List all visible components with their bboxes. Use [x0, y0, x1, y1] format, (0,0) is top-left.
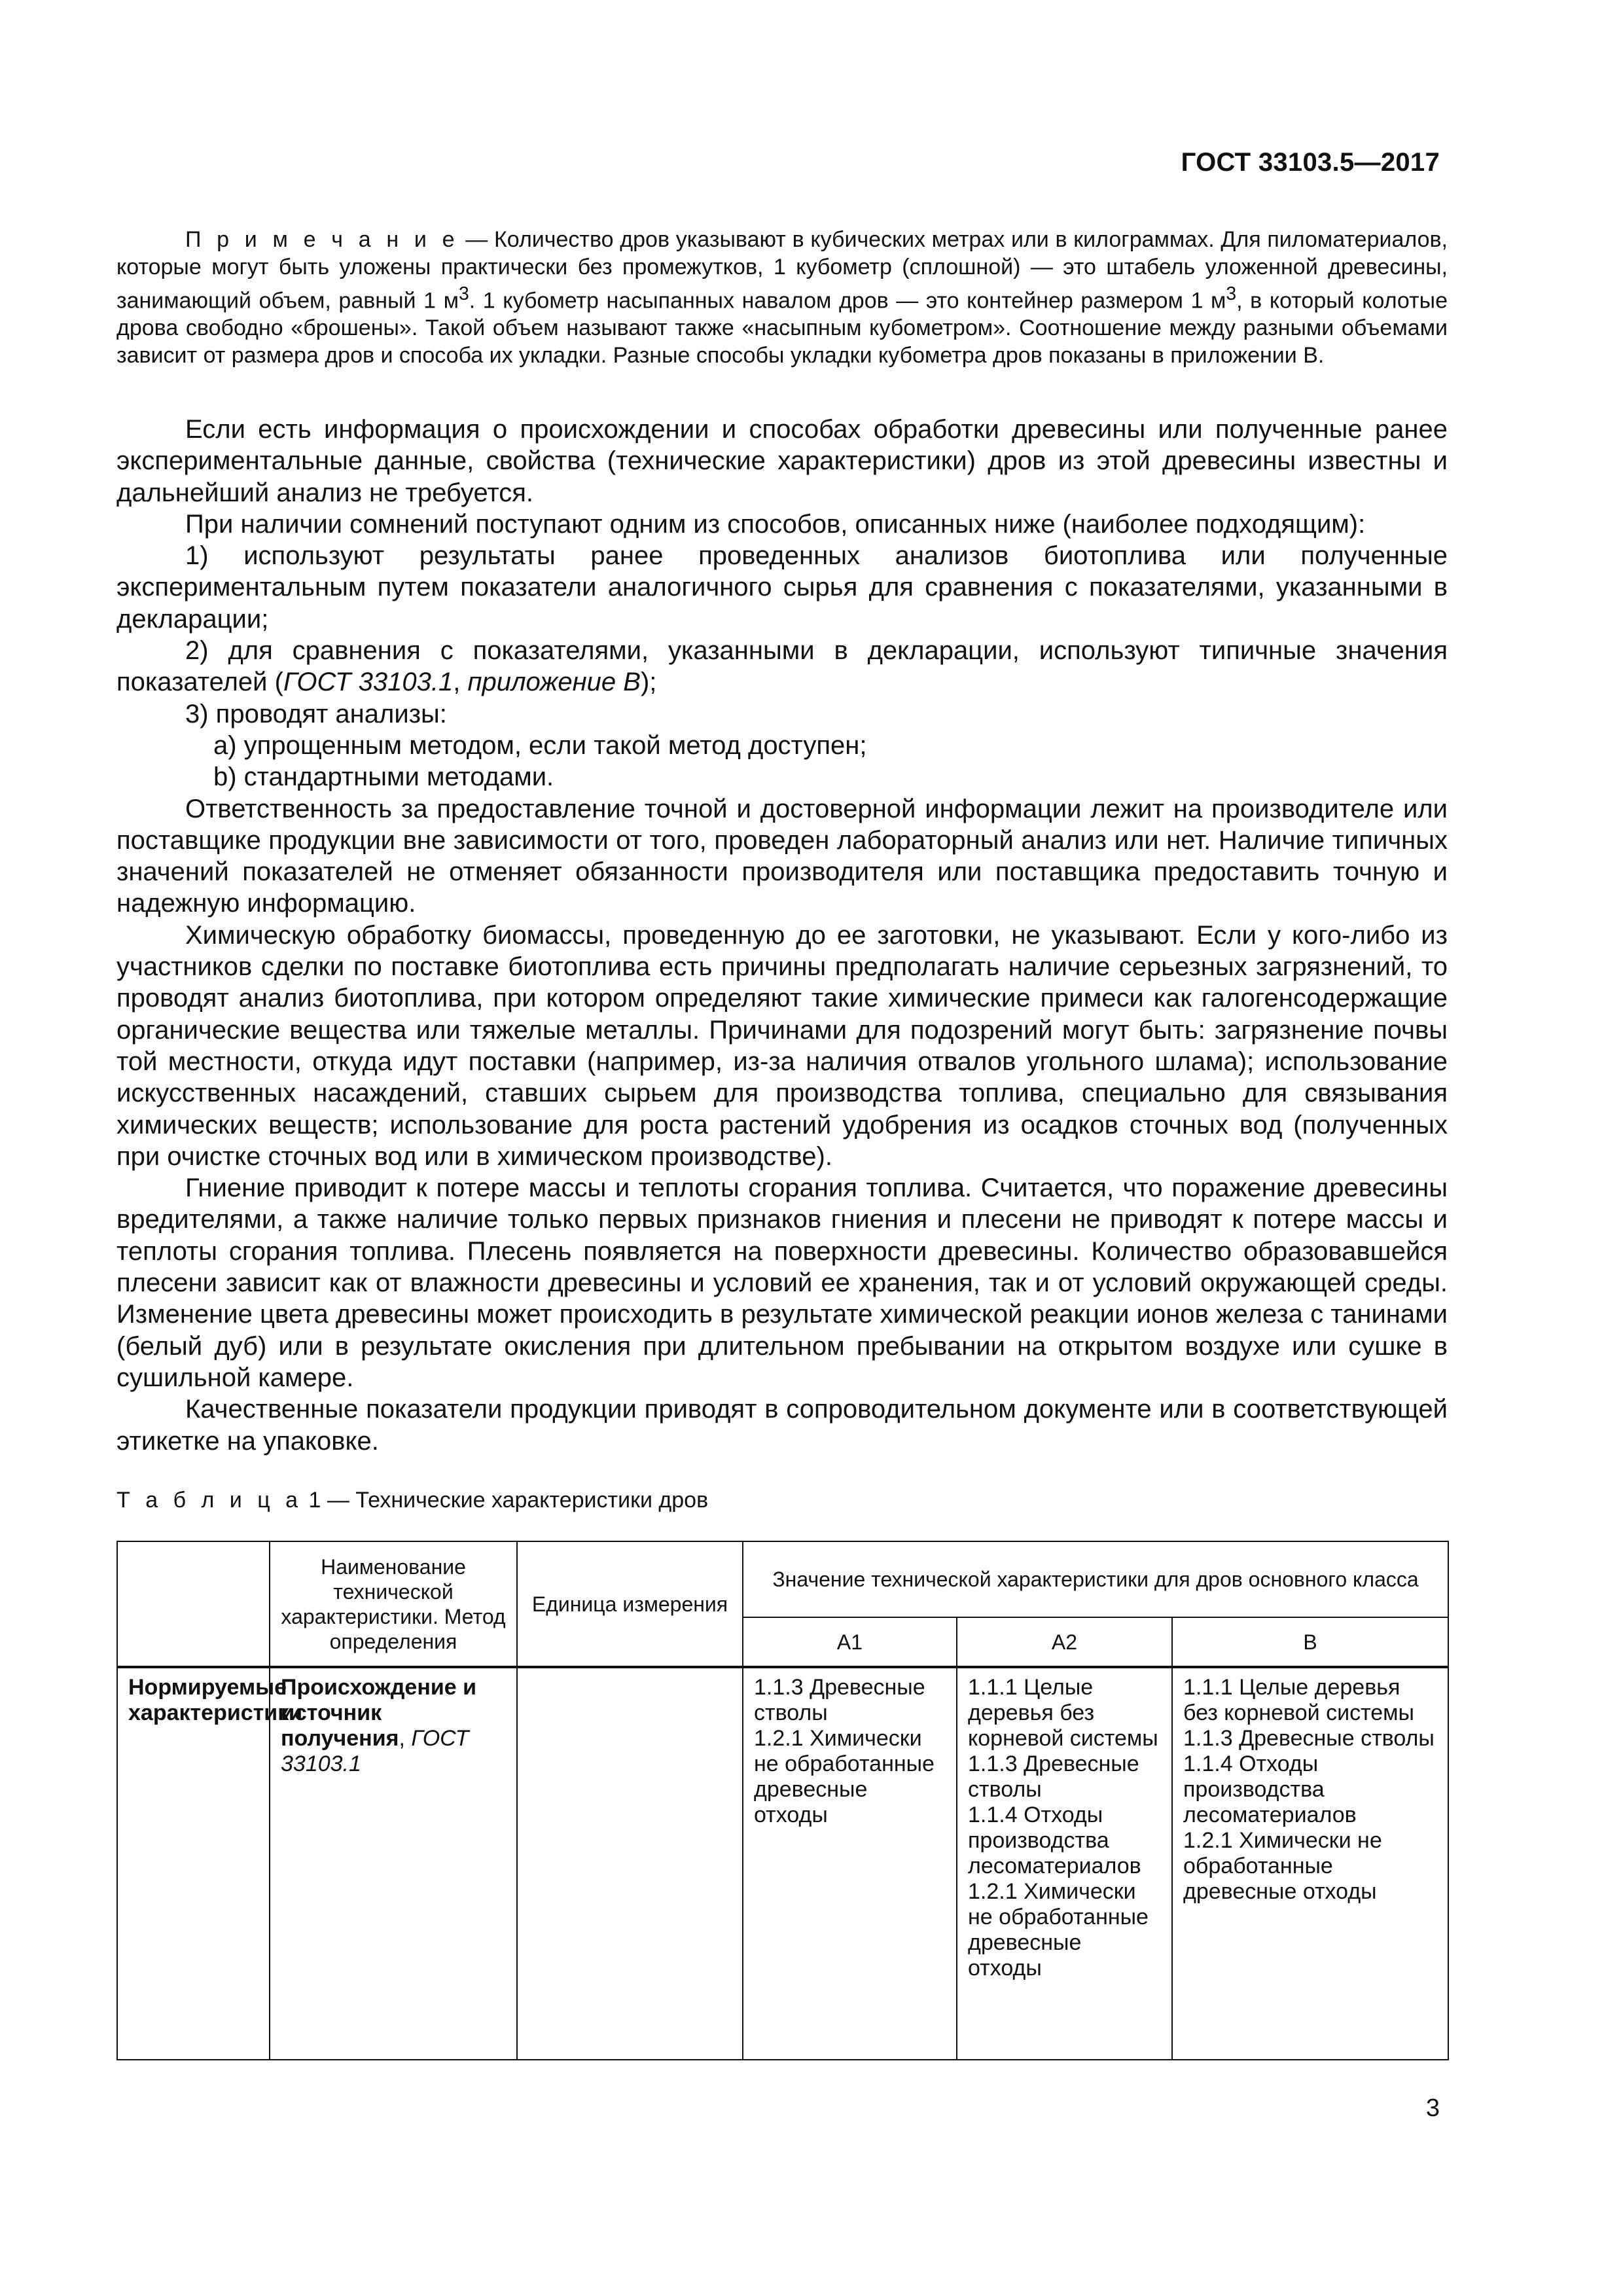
table-caption-text: 1 — Технические характеристики дров [308, 1488, 709, 1513]
header-cell-group [117, 1541, 270, 1667]
note-sup-1: 3 [459, 283, 469, 305]
list-item-2-text-c: ); [640, 668, 657, 697]
cell-unit [517, 1667, 743, 2060]
page-number: 3 [1425, 2094, 1440, 2122]
header-cell-a2: А2 [957, 1617, 1172, 1667]
cell-group: Нормируемые характеристики [117, 1667, 270, 2060]
list-item-3: 3) проводят анализы: [185, 699, 447, 728]
paragraph-responsibility: Ответственность за предоставление точной и достоверной информации лежит на производителе или поставщике продукции вне зависимости от того, проведен лабораторный анализ или нет. Наличие типичных значений показателей не отменяет обязанности производителя или поставщика предоставить точную и надежную информацию. [116, 794, 1448, 918]
paragraph-info-known: Если есть информация о происхождении и способах обработки древесины или полученные ранее экспериментальные данные, свойства (технические характеристики) дров из этой древесины известны и дальнейший анализ не требуется. [116, 415, 1448, 507]
table-caption-label: Т а б л и ц а [116, 1488, 303, 1513]
table-row [117, 1667, 1448, 2060]
note-label: П р и м е ч а н и е [185, 227, 459, 252]
table-caption [116, 1487, 1098, 1513]
header-cell-b: В [1172, 1617, 1448, 1667]
list-item-2-ref-appendix: приложение В [467, 668, 641, 697]
note-paragraph [116, 226, 1448, 369]
list-item-2 [116, 635, 1448, 698]
cell-param-name: Происхождение и источник получения [281, 1675, 477, 1751]
cell-a2: 1.1.1 Целые деревья без корневой системы 1.1.3 Древесные стволы 1.1.4 Отходы производства лесоматериалов 1.2.1 Химически не обработанные древесные отходы [957, 1667, 1172, 2060]
note-text-2: . 1 кубометр насыпанных навалом дров — это контейнер размером 1 м [469, 288, 1226, 314]
header-cell-value: Значение технической характеристики для дров основного класса [743, 1541, 1448, 1617]
cell-a1: 1.1.3 Древесные стволы 1.2.1 Химически не обработанные древесные отходы [743, 1667, 957, 2060]
paragraph-decay: Гниение приводит к потере массы и теплоты сгорания топлива. Считается, что поражение древесины вредителями, а также наличие только первых признаков гниения и плесени не приводят к потере массы и теплоты сгорания топлива. Плесень появляется на поверхности древесины. Количество образовавшейся плесени зависит как от влажности древесины и условий ее хранения, так и от условий окружающей среды. Изменение цвета древесины может происходить в результате химической реакции ионов железа с танинами (белый дуб) или в результате окисления при длительном пребывании на открытом воздухе или сушке в сушильной камере. [116, 1174, 1448, 1392]
characteristics-table [116, 1541, 1449, 2060]
note-text-1: — Количество дров указывают в кубических метрах или в килограммах. Для пиломатериалов, которые могут быть уложены практически без промежутков, 1 кубометр (сплошной) — это штабель уложенной древесины, занимающий объем, равный 1 м [116, 227, 1448, 314]
header-cell-a1: А1 [743, 1617, 957, 1667]
document-header: ГОСТ 33103.5—2017 [1181, 148, 1440, 177]
paragraph-quality-indicators: Качественные показатели продукции приводят в сопроводительном документе или в соответствующей этикетке на упаковке. [116, 1395, 1448, 1456]
note-text-3: , в который колотые дрова свободно «брошены». Такой объем называют также «насыпным кубометром». Соотношение между разными объемами зависит от размера дров и способа их укладки. Разные способы укладки кубометра дров показаны в приложении В. [116, 288, 1448, 368]
cell-b: 1.1.1 Целые деревья без корневой системы 1.1.3 Древесные стволы 1.1.4 Отходы производства лесоматериалов 1.2.1 Химически не обработанные древесные отходы [1172, 1667, 1448, 2060]
list-subitem-b: b) стандартными методами. [213, 762, 554, 792]
header-cell-name: Наименование технической характеристики. Метод определения [270, 1541, 517, 1667]
list-subitem-a: a) упрощенным методом, если такой метод доступен; [213, 730, 867, 760]
table-header-row-1 [117, 1541, 1448, 1617]
paragraph-chemical-treatment: Химическую обработку биомассы, проведенную до ее заготовки, не указывают. Если у кого-либо из участников сделки по поставке биотоплива есть причины предполагать наличие серьезных загрязнений, то проводят анализ биотоплива, при котором определяют такие химические примеси как галогенсодержащие органические вещества или тяжелые металлы. Причинами для подозрений могут быть: загрязнение почвы той местности, откуда идут поставки (например, из-за наличия отвалов угольного шлама); использование искусственных насаждений, ставших сырьем для производства топлива, специально для связывания химических веществ; использование для роста растений удобрения из осадков сточных вод (полученных при очистке сточных вод или в химическом производстве). [116, 920, 1448, 1171]
list-item-2-ref-gost: ГОСТ 33103.1 [283, 668, 454, 697]
note-sup-2: 3 [1226, 283, 1237, 305]
list-item-1: 1) используют результаты ранее проведенных анализов биотоплива или полученные экспериментальным путем показатели аналогичного сырья для сравнения с показателями, указанными в декларации; [116, 541, 1448, 634]
list-item-2-text-b: , [453, 668, 468, 697]
header-cell-unit: Единица измерения [517, 1541, 743, 1667]
cell-param: Происхождение и источник получения, ГОСТ 33103.1 [270, 1667, 517, 2060]
cell-param-ref: ГОСТ 33103.1 [281, 1726, 469, 1776]
paragraph-doubts: При наличии сомнений поступают одним из способов, описанных ниже (наиболее подходящим): [185, 509, 1366, 539]
body-text [116, 414, 1448, 1457]
list-item-2-text-a: 2) для сравнения с показателями, указанными в декларации, используют типичные значения показателей ( [116, 636, 1448, 697]
note-block [116, 226, 1448, 369]
